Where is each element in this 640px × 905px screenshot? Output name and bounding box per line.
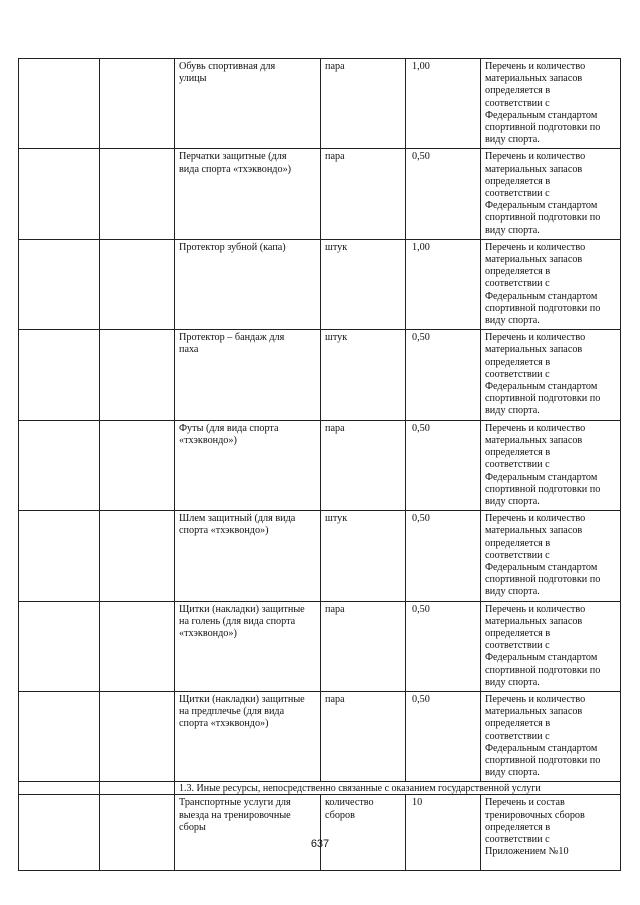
empty-cell [100,330,175,420]
table-row [19,601,621,691]
cell-line: Приложением №10 [485,846,569,858]
cell-line: виду спорта. [485,224,540,236]
quantity-cell: 0,50 [406,330,481,420]
empty-cell [100,691,175,781]
empty-cell [100,601,175,691]
table-row [19,149,621,239]
empty-cell [100,420,175,510]
note-cell [481,601,621,691]
cell-line: Протектор зубной (капа) [179,241,286,253]
cell-line: материальных запасов [485,163,583,175]
unit-cell [321,59,406,149]
cell-line: виду спорта. [485,767,540,779]
cell-line: Перечень и количество [485,151,586,163]
cell-line: спортивной подготовки по [485,393,601,405]
item-name-cell [175,601,321,691]
cell-line: виду спорта. [485,315,540,327]
empty-cell [100,795,175,871]
empty-cell [19,601,100,691]
cell-line: Щитки (накладки) защитные [179,603,305,615]
cell-line: материальных запасов [485,615,583,627]
cell-line: пара [325,422,345,434]
cell-line: улицы [179,73,207,85]
cell-line: спортивной подготовки по [485,664,601,676]
cell-line: штук [325,241,348,253]
unit-cell [321,511,406,601]
cell-line: спортивной подготовки по [485,212,601,224]
table-row [19,330,621,420]
table-row [19,795,621,871]
cell-line: сборов [325,809,355,821]
quantity-cell: 0,50 [406,420,481,510]
cell-line: соответствии с [485,278,550,290]
cell-line: Щитки (накладки) защитные [179,693,305,705]
note-cell [481,149,621,239]
cell-line: соответствии с [485,368,550,380]
cell-line: соответствии с [485,833,550,845]
quantity-cell: 0,50 [406,691,481,781]
cell-line: пара [325,603,345,615]
cell-line: спорта «тхэквондо») [179,525,269,537]
resources-table-body [19,59,621,871]
item-name-cell [175,59,321,149]
item-name-cell [175,330,321,420]
empty-cell [100,239,175,329]
cell-line: Шлем защитный (для вида [179,513,296,525]
cell-line: тренировочных сборов [485,809,585,821]
empty-cell [19,59,100,149]
cell-line: Перечень и количество [485,693,586,705]
cell-line: Обувь спортивная для [179,61,276,72]
quantity-cell: 1,00 [406,59,481,149]
cell-line: Перечень и количество [485,422,586,434]
cell-line: Федеральным стандартом [485,652,598,664]
note-cell [481,420,621,510]
cell-line: Федеральным стандартом [485,290,598,302]
note-cell [481,59,621,149]
cell-line: Федеральным стандартом [485,471,598,483]
empty-cell [19,330,100,420]
cell-line: количество [325,797,374,809]
item-name-cell [175,691,321,781]
cell-line: Перечень и количество [485,61,586,72]
page-number: 637 [310,838,330,850]
quantity-cell: 10 [406,795,481,871]
cell-line: Федеральным стандартом [485,109,598,121]
cell-line: соответствии с [485,640,550,652]
note-cell [481,795,621,871]
unit-cell [321,149,406,239]
cell-line: определяется в [485,356,551,368]
cell-line: виду спорта. [485,586,540,598]
resources-table [18,58,621,871]
note-cell [481,691,621,781]
unit-cell [321,330,406,420]
cell-line: определяется в [485,85,551,97]
cell-line: виду спорта. [485,134,540,146]
cell-line: паха [179,344,199,356]
empty-cell [100,782,175,795]
cell-line: пара [325,151,345,163]
empty-cell [19,795,100,871]
item-name-cell [175,149,321,239]
cell-line: виду спорта. [485,405,540,417]
note-cell [481,511,621,601]
cell-line: пара [325,693,345,705]
cell-line: Перечень и количество [485,513,586,525]
item-name-cell [175,239,321,329]
table-row [19,59,621,149]
table-row [19,691,621,781]
empty-cell [19,420,100,510]
cell-line: материальных запасов [485,434,583,446]
table-row [19,239,621,329]
item-name-cell [175,420,321,510]
cell-line: спортивной подготовки по [485,574,601,586]
empty-cell [100,149,175,239]
cell-line: соответствии с [485,459,550,471]
cell-line: виду спорта. [485,495,540,507]
cell-line: соответствии с [485,188,550,200]
cell-line: спортивной подготовки по [485,122,601,134]
empty-cell [19,149,100,239]
cell-line: Протектор – бандаж для [179,332,285,344]
cell-line: Федеральным стандартом [485,200,598,212]
document-page [18,58,620,871]
unit-cell [321,691,406,781]
empty-cell [19,782,100,795]
cell-line: Перечень и состав [485,797,565,809]
cell-line: Федеральным стандартом [485,742,598,754]
table-row [19,511,621,601]
cell-line: Транспортные услуги для [179,797,291,809]
note-cell [481,239,621,329]
cell-line: спорта «тхэквондо») [179,718,269,730]
cell-line: Федеральным стандартом [485,381,598,393]
cell-line: определяется в [485,537,551,549]
cell-line: штук [325,332,348,344]
cell-line: материальных запасов [485,344,583,356]
cell-line: материальных запасов [485,73,583,85]
cell-line: Перчатки защитные (для [179,151,287,163]
quantity-cell: 0,50 [406,511,481,601]
empty-cell [100,511,175,601]
cell-line: определяется в [485,175,551,187]
unit-cell [321,239,406,329]
cell-line: определяется в [485,821,551,833]
quantity-cell: 1,00 [406,239,481,329]
empty-cell [19,239,100,329]
cell-line: Футы (для вида спорта [179,422,279,434]
unit-cell [321,420,406,510]
empty-cell [19,691,100,781]
cell-line: выезда на тренировочные [179,809,291,821]
cell-line: соответствии с [485,97,550,109]
unit-cell [321,601,406,691]
cell-line: Перечень и количество [485,241,586,253]
empty-cell [100,59,175,149]
cell-line: соответствии с [485,549,550,561]
cell-line: штук [325,513,348,525]
cell-line: на голень (для вида спорта [179,615,296,627]
unit-cell [321,795,406,871]
cell-line: спортивной подготовки по [485,302,601,314]
cell-line: виду спорта. [485,676,540,688]
cell-line: материальных запасов [485,254,583,266]
section-header: 1.3. Иные ресурсы, непосредственно связанные с оказанием государственной услуги [175,782,621,795]
note-cell [481,330,621,420]
cell-line: на предплечье (для вида [179,706,285,718]
cell-line: материальных запасов [485,525,583,537]
cell-line: определяется в [485,627,551,639]
cell-line: Перечень и количество [485,332,586,344]
cell-line: определяется в [485,266,551,278]
cell-line: определяется в [485,718,551,730]
cell-line: «тхэквондо») [179,627,237,639]
empty-cell [19,511,100,601]
cell-line: спортивной подготовки по [485,483,601,495]
cell-line: материальных запасов [485,706,583,718]
cell-line: вида спорта «тхэквондо») [179,163,292,175]
cell-line: соответствии с [485,730,550,742]
item-name-cell [175,511,321,601]
item-name-cell [175,795,321,871]
cell-line: Перечень и количество [485,603,586,615]
cell-line: определяется в [485,447,551,459]
quantity-cell: 0,50 [406,601,481,691]
cell-line: пара [325,61,345,72]
cell-line: спортивной подготовки по [485,754,601,766]
quantity-cell: 0,50 [406,149,481,239]
cell-line: сборы [179,821,206,833]
cell-line: Федеральным стандартом [485,561,598,573]
section-header-row [19,782,621,795]
table-row [19,420,621,510]
cell-line: «тхэквондо») [179,434,237,446]
